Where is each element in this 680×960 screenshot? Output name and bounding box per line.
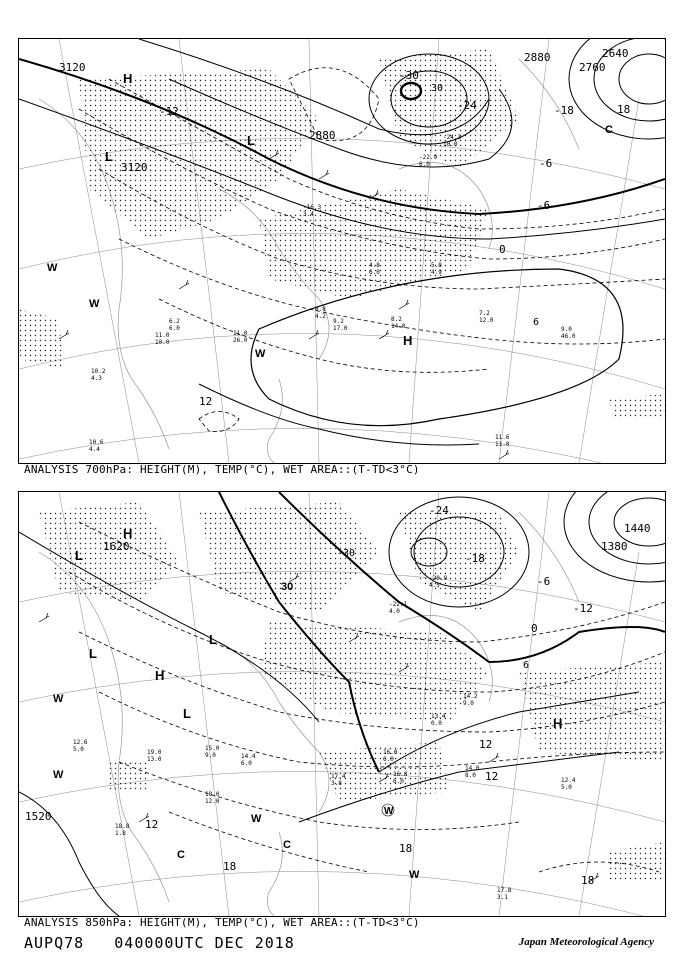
obs-depression: 6.0	[169, 325, 180, 332]
high-pressure-marker: H	[403, 333, 413, 348]
obs-temp: 15.0	[205, 745, 220, 752]
obs-depression: 4.5	[429, 582, 440, 589]
high-pressure-marker: H	[123, 526, 133, 541]
obs-depression: 3.8	[331, 780, 342, 787]
obs-depression: 6.0	[419, 161, 430, 168]
height-label: 3120	[59, 61, 86, 74]
height-label: 2640	[602, 47, 629, 60]
map-700hpa	[19, 39, 665, 463]
obs-temp: 19.0	[147, 749, 162, 756]
temp-label: 18	[223, 860, 237, 873]
temp-label: 12	[199, 395, 213, 408]
low-pressure-marker: L	[209, 632, 217, 647]
obs-temp: 18.8	[115, 823, 130, 830]
obs-depression: 6.0	[393, 778, 404, 785]
temp-label: -30	[399, 69, 419, 82]
temp-label: 18	[581, 874, 595, 887]
temp-label: -18	[554, 104, 574, 117]
temp-label: 12	[479, 738, 493, 751]
obs-temp: -20.9	[429, 575, 448, 582]
obs-depression: 6.0	[369, 269, 380, 276]
high-pressure-marker: H	[553, 716, 563, 731]
obs-temp: 8.8	[315, 306, 326, 313]
obs-depression: 12.0	[479, 317, 494, 324]
obs-depression: 10.0	[155, 339, 170, 346]
obs-depression: 4.3	[91, 375, 102, 382]
obs-temp: 17.4	[331, 773, 346, 780]
obs-depression: 5.0	[73, 746, 84, 753]
temp-label: 12	[145, 818, 159, 831]
obs-depression: 46.0	[561, 333, 576, 340]
obs-temp: 9.2	[333, 318, 344, 325]
obs-depression: 4.4	[89, 446, 100, 453]
obs-temp: 14.4	[241, 753, 256, 760]
obs-temp: 9.0	[561, 326, 572, 333]
low-pressure-marker: L	[75, 548, 83, 563]
obs-depression: 11.0	[495, 441, 510, 448]
temp-label: -24	[429, 504, 449, 517]
obs-temp: 18.0	[205, 791, 220, 798]
obs-temp: 10.2	[91, 368, 106, 375]
temp-label: 0	[531, 622, 538, 635]
high-pressure-marker: H	[155, 668, 165, 683]
low-pressure-marker: L	[247, 133, 255, 148]
obs-temp: 6.2	[169, 318, 180, 325]
low-pressure-marker: L	[105, 149, 113, 164]
obs-depression: 8.0	[465, 772, 476, 779]
temp-label: -18	[465, 552, 485, 565]
obs-depression: 12.0	[205, 798, 220, 805]
obs-depression: 4.2	[315, 313, 326, 320]
map-850hpa	[19, 492, 665, 916]
height-label: 1520	[25, 810, 52, 823]
obs-temp: 8.2	[391, 316, 402, 323]
obs-depression: 3.4	[303, 211, 314, 218]
obs-temp: 12.6	[73, 739, 88, 746]
obs-depression: 26.0	[233, 337, 248, 344]
temp-label: -6	[539, 157, 553, 170]
temp-label: 12	[485, 770, 499, 783]
warm-marker: W	[384, 806, 394, 817]
obs-depression: 13.0	[147, 756, 162, 763]
obs-depression: 6.0	[383, 756, 394, 763]
obs-depression: 5.0	[561, 784, 572, 791]
high-pressure-marker: H	[123, 71, 133, 86]
warm-marker: W	[255, 348, 266, 360]
cold-marker: C	[605, 124, 613, 136]
obs-depression: 1.8	[115, 830, 126, 837]
low-pressure-marker: L	[89, 646, 97, 661]
chart-700hpa	[18, 38, 666, 464]
obs-depression: 4.9	[431, 269, 442, 276]
obs-temp: 10.6	[89, 439, 104, 446]
obs-temp: -24.3	[443, 134, 462, 141]
height-label: 2880	[309, 129, 336, 142]
obs-temp: 11.0	[155, 332, 170, 339]
obs-depression: 10.0	[443, 141, 458, 148]
obs-temp: 12.4	[561, 777, 576, 784]
obs-temp: 16.0	[383, 749, 398, 756]
obs-temp: -22.1	[389, 601, 408, 608]
temp-label: -6	[537, 575, 551, 588]
warm-marker: W	[53, 693, 64, 705]
product-header	[24, 934, 295, 952]
obs-temp: 16.8	[393, 771, 408, 778]
temp-label: -12	[573, 602, 593, 615]
obs-temp: 14.2	[463, 693, 478, 700]
agency-name: Japan Meteorological Agency	[518, 936, 654, 948]
temp-label: 18	[399, 842, 413, 855]
obs-temp: -16.3	[303, 204, 322, 211]
temp-label: 18	[617, 103, 631, 116]
temp-label: -30	[337, 548, 356, 559]
obs-temp: 11.0	[233, 330, 248, 337]
warm-marker: W	[89, 298, 100, 310]
obs-depression: 14.0	[391, 323, 406, 330]
obs-temp: 5.8	[431, 262, 442, 269]
height-label: 2760	[579, 61, 606, 74]
obs-depression: 9.0	[205, 752, 216, 759]
low-pressure-marker: L	[183, 706, 191, 721]
obs-depression: 9.0	[463, 700, 474, 707]
product-id: AUPQ78	[24, 934, 85, 952]
obs-temp: 17.8	[497, 887, 512, 894]
warm-marker: W	[53, 769, 64, 781]
temp-label: 6	[523, 660, 530, 671]
height-label: 2880	[524, 51, 551, 64]
height-label: 1380	[601, 540, 628, 553]
obs-depression: 6.0	[241, 760, 252, 767]
temp-label: 0	[499, 243, 506, 256]
obs-temp: 4.8	[369, 262, 380, 269]
obs-depression: 3.1	[497, 894, 508, 901]
temp-label: 6	[533, 317, 540, 328]
obs-temp: -22.9	[419, 154, 438, 161]
height-label: 1620	[103, 540, 130, 553]
temp-label: -12	[159, 105, 179, 118]
obs-depression: 17.0	[333, 325, 348, 332]
warm-marker: W	[251, 813, 262, 825]
chart-850hpa	[18, 491, 666, 917]
temp-label: -24	[457, 99, 477, 112]
obs-temp: 13.4	[431, 713, 446, 720]
obs-temp: 14.0	[465, 765, 480, 772]
height-label: 30	[281, 581, 294, 593]
cold-marker: C	[283, 839, 291, 851]
chart-caption-700hpa: ANALYSIS 700hPa: HEIGHT(M), TEMP(°C), WET AREA::(T-TD<3°C)	[24, 463, 420, 476]
height-label: 3120	[121, 161, 148, 174]
height-label: 30	[431, 83, 444, 94]
obs-temp: 7.2	[479, 310, 490, 317]
obs-depression: 4.0	[389, 608, 400, 615]
temp-label: -6	[537, 199, 551, 212]
height-label: 1440	[624, 522, 651, 535]
cold-marker: C	[177, 849, 185, 861]
obs-temp: 11.6	[495, 434, 510, 441]
chart-caption-850hpa: ANALYSIS 850hPa: HEIGHT(M), TEMP(°C), WET AREA::(T-TD<3°C)	[24, 916, 420, 929]
obs-depression: 0.0	[431, 720, 442, 727]
warm-marker: W	[409, 869, 420, 881]
valid-time: 040000UTC DEC 2018	[114, 934, 295, 952]
warm-marker: W	[47, 262, 58, 274]
